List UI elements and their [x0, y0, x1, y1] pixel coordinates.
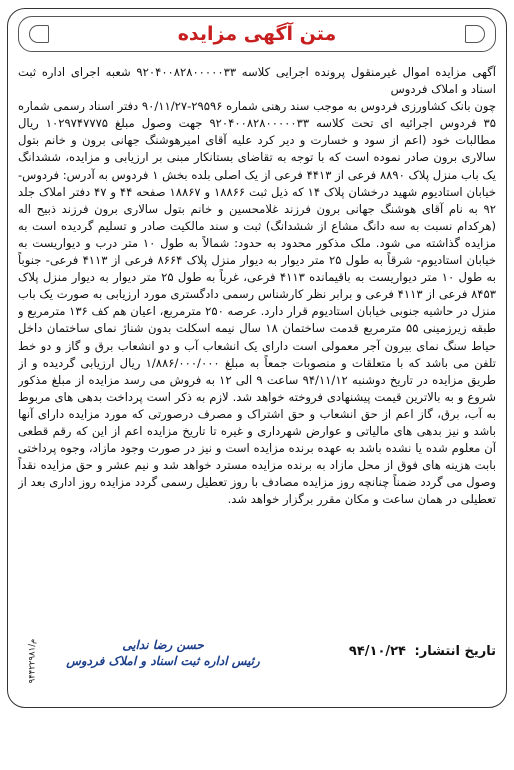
title-banner — [18, 16, 496, 52]
notice-body — [18, 64, 496, 644]
notice-heading-paragraph: آگهی مزایده اموال غیرمنقول پرونده اجرایی کلاسه ۹۲۰۴۰۰۸۲۸۰۰۰۰۰۳۳ شعبه اجرای اداره ثبت اسناد و املاک فردوس — [18, 65, 496, 97]
publication-date — [349, 644, 496, 659]
reference-code: م/۹۴۴۲۲۹۸۱ — [27, 638, 38, 684]
signature-block — [58, 638, 268, 668]
signer-title: رئیس اداره ثبت اسناد و املاک فردوس — [66, 654, 260, 668]
notice-main-paragraph: چون بانک کشاورزی فردوس به موجب سند رهنی شماره ۲۹۵۹۶-۹۰/۱۱/۲۷ دفتر اسناد رسمی شماره ۳۵ فردوس اجرائیه ای تحت کلاسه ۹۲۰۴۰۰۸۲۸۰۰۰۰۰۳۳ جهت وصول مبلغ ۱۰۲۹۷۴۷۷۷۵ ریال مطالبات خود (اعم از سود و خسارت و دیر کرد علیه آقای امیرهوشنگ جهانی برون و خانم بتول سالاری برون صادر نموده است که با توجه به تقاضای بستانکار مبنی بر ارزیابی و مزایده، ششدانگ یک باب منزل پلاک ۸۸۹۰ فرعی از ۴۴۱۳ فرعی از یک اصلی بلده بخش ۱ فردوس به آدرس: فردوس- خیابان استادیوم شهید درخشان پلاک ۱۴ که ذیل ثبت ۱۸۸۶۶ و ۱۸۸۶۷ صفحه ۴۴ و ۴۷ دفتر املاک جلد ۹۲ به نام آقای هوشنگ جهانی برون فرزند غلامحسین و خانم بتول سالاری برون فرزند ذبیح اله (هرکدام نسبت به سه دانگ مشاع از ششدانگ) ثبت و سند مالکیت صادر و تسلیم گردیده است به مزایده گذاشته می شود. ملک مذکور محدود به حدود: شمالاً به طول ۱۰ متر درب و دیواریست به خیابان استادیوم- شرقاً به طول ۲۵ متر دیوار به دیوار منزل پلاک ۸۶۶۴ فرعی از ۴۱۱۳ فرعی- جنوباً به طول ۱۰ متر دیواریست به باقیمانده ۴۱۱۳ فرعی، غرباً به طول ۲۵ متر دیوار به دیوار منزل پلاک ۸۴۵۳ فرعی از ۴۱۱۳ فرعی و برابر نظر کارشناس رسمی دادگستری مورد ارزیابی به صورت یک باب منزل در حاشیه جنوبی خیابان استادیوم قرار دارد. عرصه ۲۵۰ مترمربع، اعیان هم کف ۱۳۶ مترمربع و طبقه زیرزمینی ۵۵ مترمربع قدمت ساختمان ۱۸ سال نیمه اسکلت بدون شناژ نمای ساختمان داخل حیاط سنگ نمای بیرون آجر معمولی است دارای یک انشعاب آب و دو انشعاب برق و گاز و دو خط تلفن می باشد که با متعلقات و منصوبات جمعاً به مبلغ ۱/۸۸۶/۰۰۰/۰۰۰ ریال ارزیابی گردیده و از طریق مزایده در تاریخ دوشنبه ۹۴/۱۱/۱۲ ساعت ۹ الی ۱۲ به فروش می رسد مزایده از مبلغ مذکور شروع و به بالاترین قیمت پیشنهادی فروخته خواهد شد. لازم به ذکر است پرداخت بدهی های مربوط به آب، برق، گاز اعم از حق انشعاب و حق اشتراک و مصرف درصورتی که مورد مزایده دارای آنها باشد و نیز بدهی های مالیاتی و عوارض شهرداری و غیره تا تاریخ مزایده اعم از این که رقم قطعی آن معلوم شده یا نشده باشد به عهده برنده مزایده است و نیز در صورت وجود مازاد، وجوه پرداختی بابت هزینه های فوق از محل مازاد به برنده مزایده مسترد خواهد شد و نیم عشر و حق مزایده نقداً وصول می گردد ضمناً چنانچه روز مزایده مصادف با روز تعطیل رسمی گردد مزایده روز اداری بعد از تعطیلی در همان ساعت و مکان مقرر برگزار خواهد شد. — [18, 99, 496, 507]
notice-footer — [18, 638, 496, 698]
publication-date-label: تاریخ انتشار: — [414, 644, 496, 659]
notice-title: متن آگهی مزایده — [177, 23, 337, 45]
publication-date-value: ۹۴/۱۰/۲۴ — [348, 644, 406, 659]
signer-name: حسن رضا ندایی — [122, 638, 204, 652]
